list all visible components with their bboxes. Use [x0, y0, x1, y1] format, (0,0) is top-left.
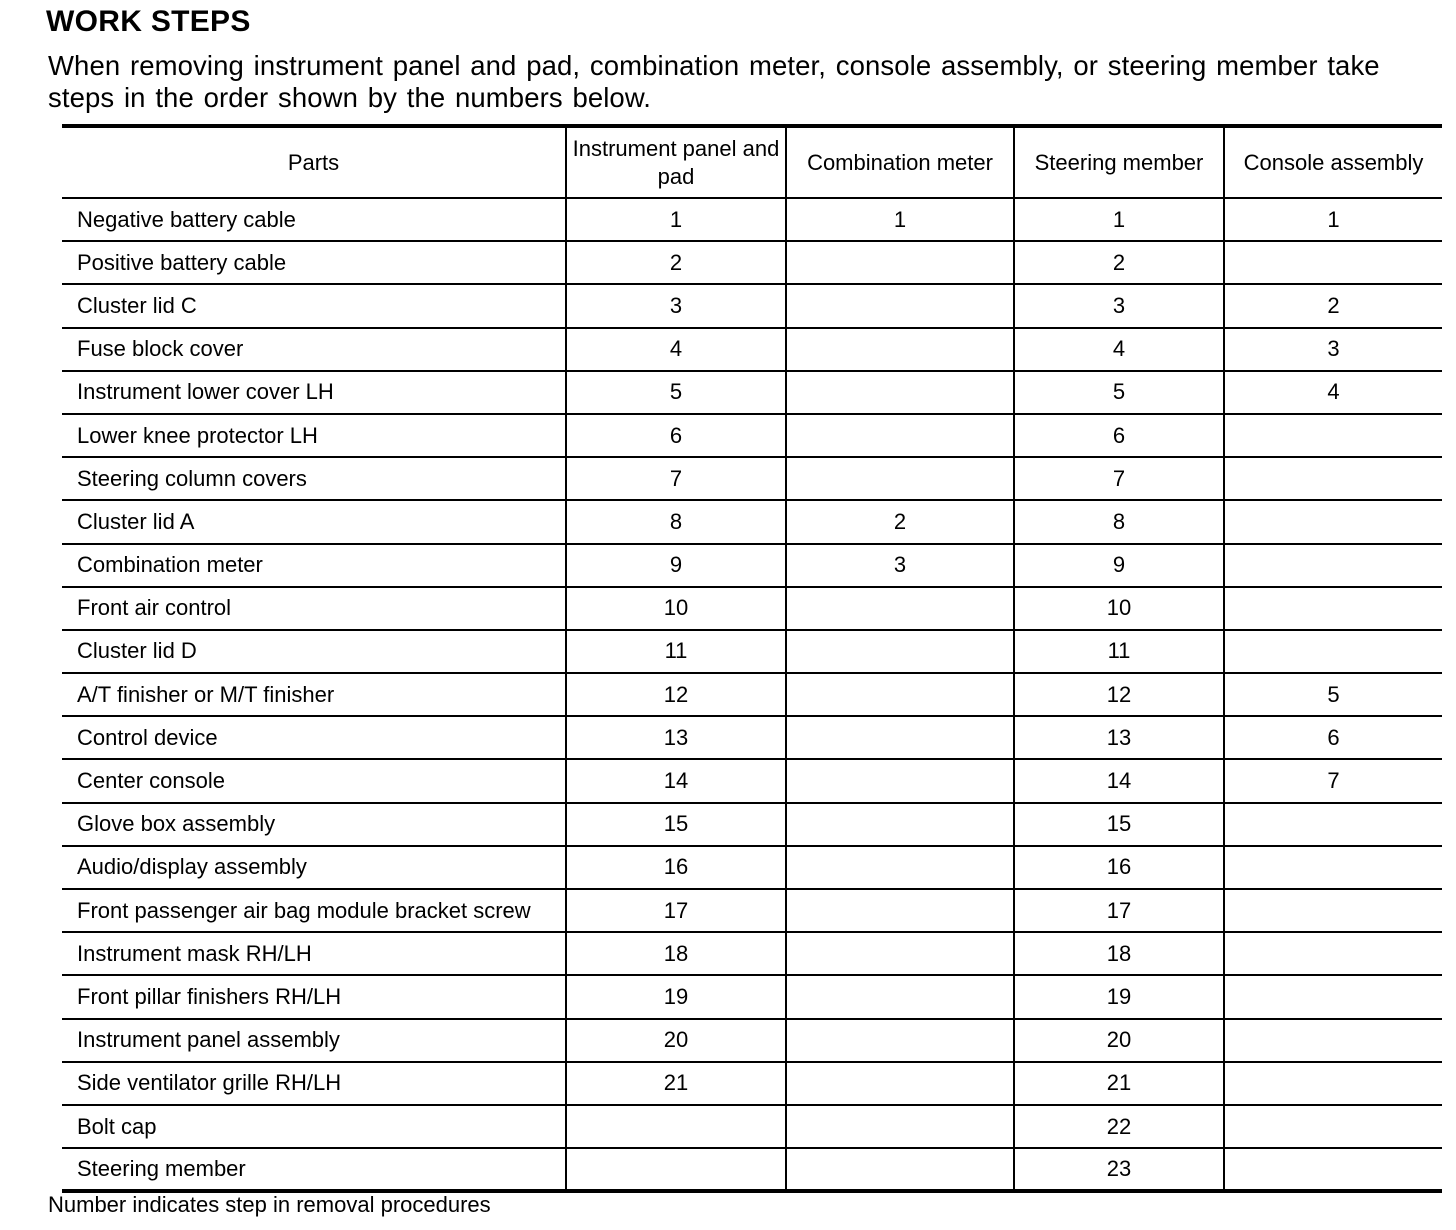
- table-row: [62, 241, 1442, 284]
- combination-meter-step-cell: [786, 587, 1014, 630]
- steering-member-step-cell: 18: [1014, 932, 1224, 975]
- combination-meter-step-cell: [786, 630, 1014, 673]
- steering-member-step-cell: 1: [1014, 198, 1224, 241]
- instrument-panel-step-cell: 1: [566, 198, 786, 241]
- instrument-panel-step-cell: 4: [566, 328, 786, 371]
- console-assembly-step-cell: [1224, 846, 1442, 889]
- combination-meter-step-cell: [786, 975, 1014, 1018]
- combination-meter-step-cell: [786, 716, 1014, 759]
- console-assembly-step-cell: 1: [1224, 198, 1442, 241]
- part-name-cell: Audio/display assembly: [62, 846, 566, 889]
- table-row: [62, 932, 1442, 975]
- part-name-cell: Bolt cap: [62, 1105, 566, 1148]
- table-row: [62, 1105, 1442, 1148]
- steering-member-step-cell: 6: [1014, 414, 1224, 457]
- part-name-cell: Front pillar finishers RH/LH: [62, 975, 566, 1018]
- intro-line-2: steps in the order shown by the numbers below.: [48, 82, 652, 113]
- part-name-cell: Fuse block cover: [62, 328, 566, 371]
- part-name-cell: Steering member: [62, 1148, 566, 1191]
- console-assembly-step-cell: [1224, 1062, 1442, 1105]
- combination-meter-step-cell: [786, 889, 1014, 932]
- column-header-parts: Parts: [62, 126, 566, 198]
- combination-meter-step-cell: [786, 1019, 1014, 1062]
- instrument-panel-step-cell: 5: [566, 371, 786, 414]
- combination-meter-step-cell: [786, 932, 1014, 975]
- console-assembly-step-cell: [1224, 1019, 1442, 1062]
- combination-meter-step-cell: [786, 414, 1014, 457]
- steering-member-step-cell: 14: [1014, 759, 1224, 802]
- console-assembly-step-cell: [1224, 500, 1442, 543]
- instrument-panel-step-cell: 16: [566, 846, 786, 889]
- instrument-panel-step-cell: 7: [566, 457, 786, 500]
- instrument-panel-step-cell: [566, 1105, 786, 1148]
- steering-member-step-cell: 20: [1014, 1019, 1224, 1062]
- column-header-instrument-panel: Instrument panel and pad: [566, 126, 786, 198]
- column-header-console-assembly: Console assembly: [1224, 126, 1442, 198]
- table-row: [62, 457, 1442, 500]
- part-name-cell: Front air control: [62, 587, 566, 630]
- table-header-row: [62, 126, 1442, 198]
- table-row: [62, 544, 1442, 587]
- part-name-cell: Positive battery cable: [62, 241, 566, 284]
- instrument-panel-step-cell: 8: [566, 500, 786, 543]
- combination-meter-step-cell: 1: [786, 198, 1014, 241]
- table-row: [62, 1019, 1442, 1062]
- part-name-cell: Front passenger air bag module bracket screw: [62, 889, 566, 932]
- instrument-panel-step-cell: 12: [566, 673, 786, 716]
- column-header-combination-meter: Combination meter: [786, 126, 1014, 198]
- table-row: [62, 587, 1442, 630]
- instrument-panel-step-cell: 10: [566, 587, 786, 630]
- steering-member-step-cell: 21: [1014, 1062, 1224, 1105]
- console-assembly-step-cell: [1224, 975, 1442, 1018]
- steering-member-step-cell: 23: [1014, 1148, 1224, 1191]
- column-header-steering-member: Steering member: [1014, 126, 1224, 198]
- steering-member-step-cell: 22: [1014, 1105, 1224, 1148]
- intro-paragraph: [48, 50, 1456, 114]
- part-name-cell: Instrument lower cover LH: [62, 371, 566, 414]
- combination-meter-step-cell: [786, 371, 1014, 414]
- console-assembly-step-cell: 4: [1224, 371, 1442, 414]
- table-row: [62, 889, 1442, 932]
- table-row: [62, 328, 1442, 371]
- page-heading: WORK STEPS: [46, 5, 251, 38]
- console-assembly-step-cell: [1224, 414, 1442, 457]
- console-assembly-step-cell: [1224, 1148, 1442, 1191]
- steering-member-step-cell: 17: [1014, 889, 1224, 932]
- steering-member-step-cell: 8: [1014, 500, 1224, 543]
- console-assembly-step-cell: [1224, 241, 1442, 284]
- table-row: [62, 284, 1442, 327]
- part-name-cell: Steering column covers: [62, 457, 566, 500]
- console-assembly-step-cell: [1224, 803, 1442, 846]
- instrument-panel-step-cell: 19: [566, 975, 786, 1018]
- combination-meter-step-cell: [786, 457, 1014, 500]
- combination-meter-step-cell: [786, 1105, 1014, 1148]
- table-row: [62, 803, 1442, 846]
- part-name-cell: Negative battery cable: [62, 198, 566, 241]
- instrument-panel-step-cell: 13: [566, 716, 786, 759]
- table-row: [62, 846, 1442, 889]
- instrument-panel-step-cell: 20: [566, 1019, 786, 1062]
- instrument-panel-step-cell: [566, 1148, 786, 1191]
- steering-member-step-cell: 2: [1014, 241, 1224, 284]
- table-row: [62, 500, 1442, 543]
- part-name-cell: A/T finisher or M/T finisher: [62, 673, 566, 716]
- steering-member-step-cell: 4: [1014, 328, 1224, 371]
- steering-member-step-cell: 5: [1014, 371, 1224, 414]
- combination-meter-step-cell: 3: [786, 544, 1014, 587]
- part-name-cell: Cluster lid C: [62, 284, 566, 327]
- part-name-cell: Lower knee protector LH: [62, 414, 566, 457]
- instrument-panel-step-cell: 18: [566, 932, 786, 975]
- table-row: [62, 975, 1442, 1018]
- part-name-cell: Instrument panel assembly: [62, 1019, 566, 1062]
- steering-member-step-cell: 7: [1014, 457, 1224, 500]
- instrument-panel-step-cell: 3: [566, 284, 786, 327]
- console-assembly-step-cell: 5: [1224, 673, 1442, 716]
- part-name-cell: Combination meter: [62, 544, 566, 587]
- console-assembly-step-cell: 3: [1224, 328, 1442, 371]
- table-body: [62, 198, 1442, 1191]
- table-row: [62, 198, 1442, 241]
- combination-meter-step-cell: [786, 803, 1014, 846]
- combination-meter-step-cell: 2: [786, 500, 1014, 543]
- instrument-panel-step-cell: 15: [566, 803, 786, 846]
- console-assembly-step-cell: [1224, 544, 1442, 587]
- table-row: [62, 716, 1442, 759]
- table-row: [62, 630, 1442, 673]
- instrument-panel-step-cell: 11: [566, 630, 786, 673]
- combination-meter-step-cell: [786, 241, 1014, 284]
- combination-meter-step-cell: [786, 328, 1014, 371]
- steering-member-step-cell: 13: [1014, 716, 1224, 759]
- combination-meter-step-cell: [786, 1148, 1014, 1191]
- console-assembly-step-cell: [1224, 630, 1442, 673]
- steering-member-step-cell: 11: [1014, 630, 1224, 673]
- console-assembly-step-cell: [1224, 457, 1442, 500]
- instrument-panel-step-cell: 9: [566, 544, 786, 587]
- part-name-cell: Cluster lid A: [62, 500, 566, 543]
- footnote: Number indicates step in removal procedures: [48, 1192, 491, 1217]
- part-name-cell: Glove box assembly: [62, 803, 566, 846]
- steering-member-step-cell: 19: [1014, 975, 1224, 1018]
- work-steps-table: [62, 124, 1442, 1193]
- console-assembly-step-cell: [1224, 932, 1442, 975]
- part-name-cell: Side ventilator grille RH/LH: [62, 1062, 566, 1105]
- console-assembly-step-cell: 2: [1224, 284, 1442, 327]
- steering-member-step-cell: 10: [1014, 587, 1224, 630]
- steering-member-step-cell: 9: [1014, 544, 1224, 587]
- combination-meter-step-cell: [786, 1062, 1014, 1105]
- combination-meter-step-cell: [786, 673, 1014, 716]
- table-row: [62, 371, 1442, 414]
- instrument-panel-step-cell: 6: [566, 414, 786, 457]
- console-assembly-step-cell: 7: [1224, 759, 1442, 802]
- part-name-cell: Center console: [62, 759, 566, 802]
- table-row: [62, 1148, 1442, 1191]
- table-row: [62, 759, 1442, 802]
- steering-member-step-cell: 16: [1014, 846, 1224, 889]
- table-row: [62, 1062, 1442, 1105]
- console-assembly-step-cell: [1224, 587, 1442, 630]
- steering-member-step-cell: 3: [1014, 284, 1224, 327]
- part-name-cell: Cluster lid D: [62, 630, 566, 673]
- instrument-panel-step-cell: 17: [566, 889, 786, 932]
- steering-member-step-cell: 15: [1014, 803, 1224, 846]
- instrument-panel-step-cell: 21: [566, 1062, 786, 1105]
- combination-meter-step-cell: [786, 759, 1014, 802]
- part-name-cell: Instrument mask RH/LH: [62, 932, 566, 975]
- instrument-panel-step-cell: 2: [566, 241, 786, 284]
- console-assembly-step-cell: [1224, 889, 1442, 932]
- combination-meter-step-cell: [786, 284, 1014, 327]
- instrument-panel-step-cell: 14: [566, 759, 786, 802]
- table-row: [62, 673, 1442, 716]
- console-assembly-step-cell: [1224, 1105, 1442, 1148]
- steering-member-step-cell: 12: [1014, 673, 1224, 716]
- console-assembly-step-cell: 6: [1224, 716, 1442, 759]
- intro-line-1: When removing instrument panel and pad, combination meter, console assembly, or steering member take: [48, 50, 1380, 81]
- table-row: [62, 414, 1442, 457]
- part-name-cell: Control device: [62, 716, 566, 759]
- combination-meter-step-cell: [786, 846, 1014, 889]
